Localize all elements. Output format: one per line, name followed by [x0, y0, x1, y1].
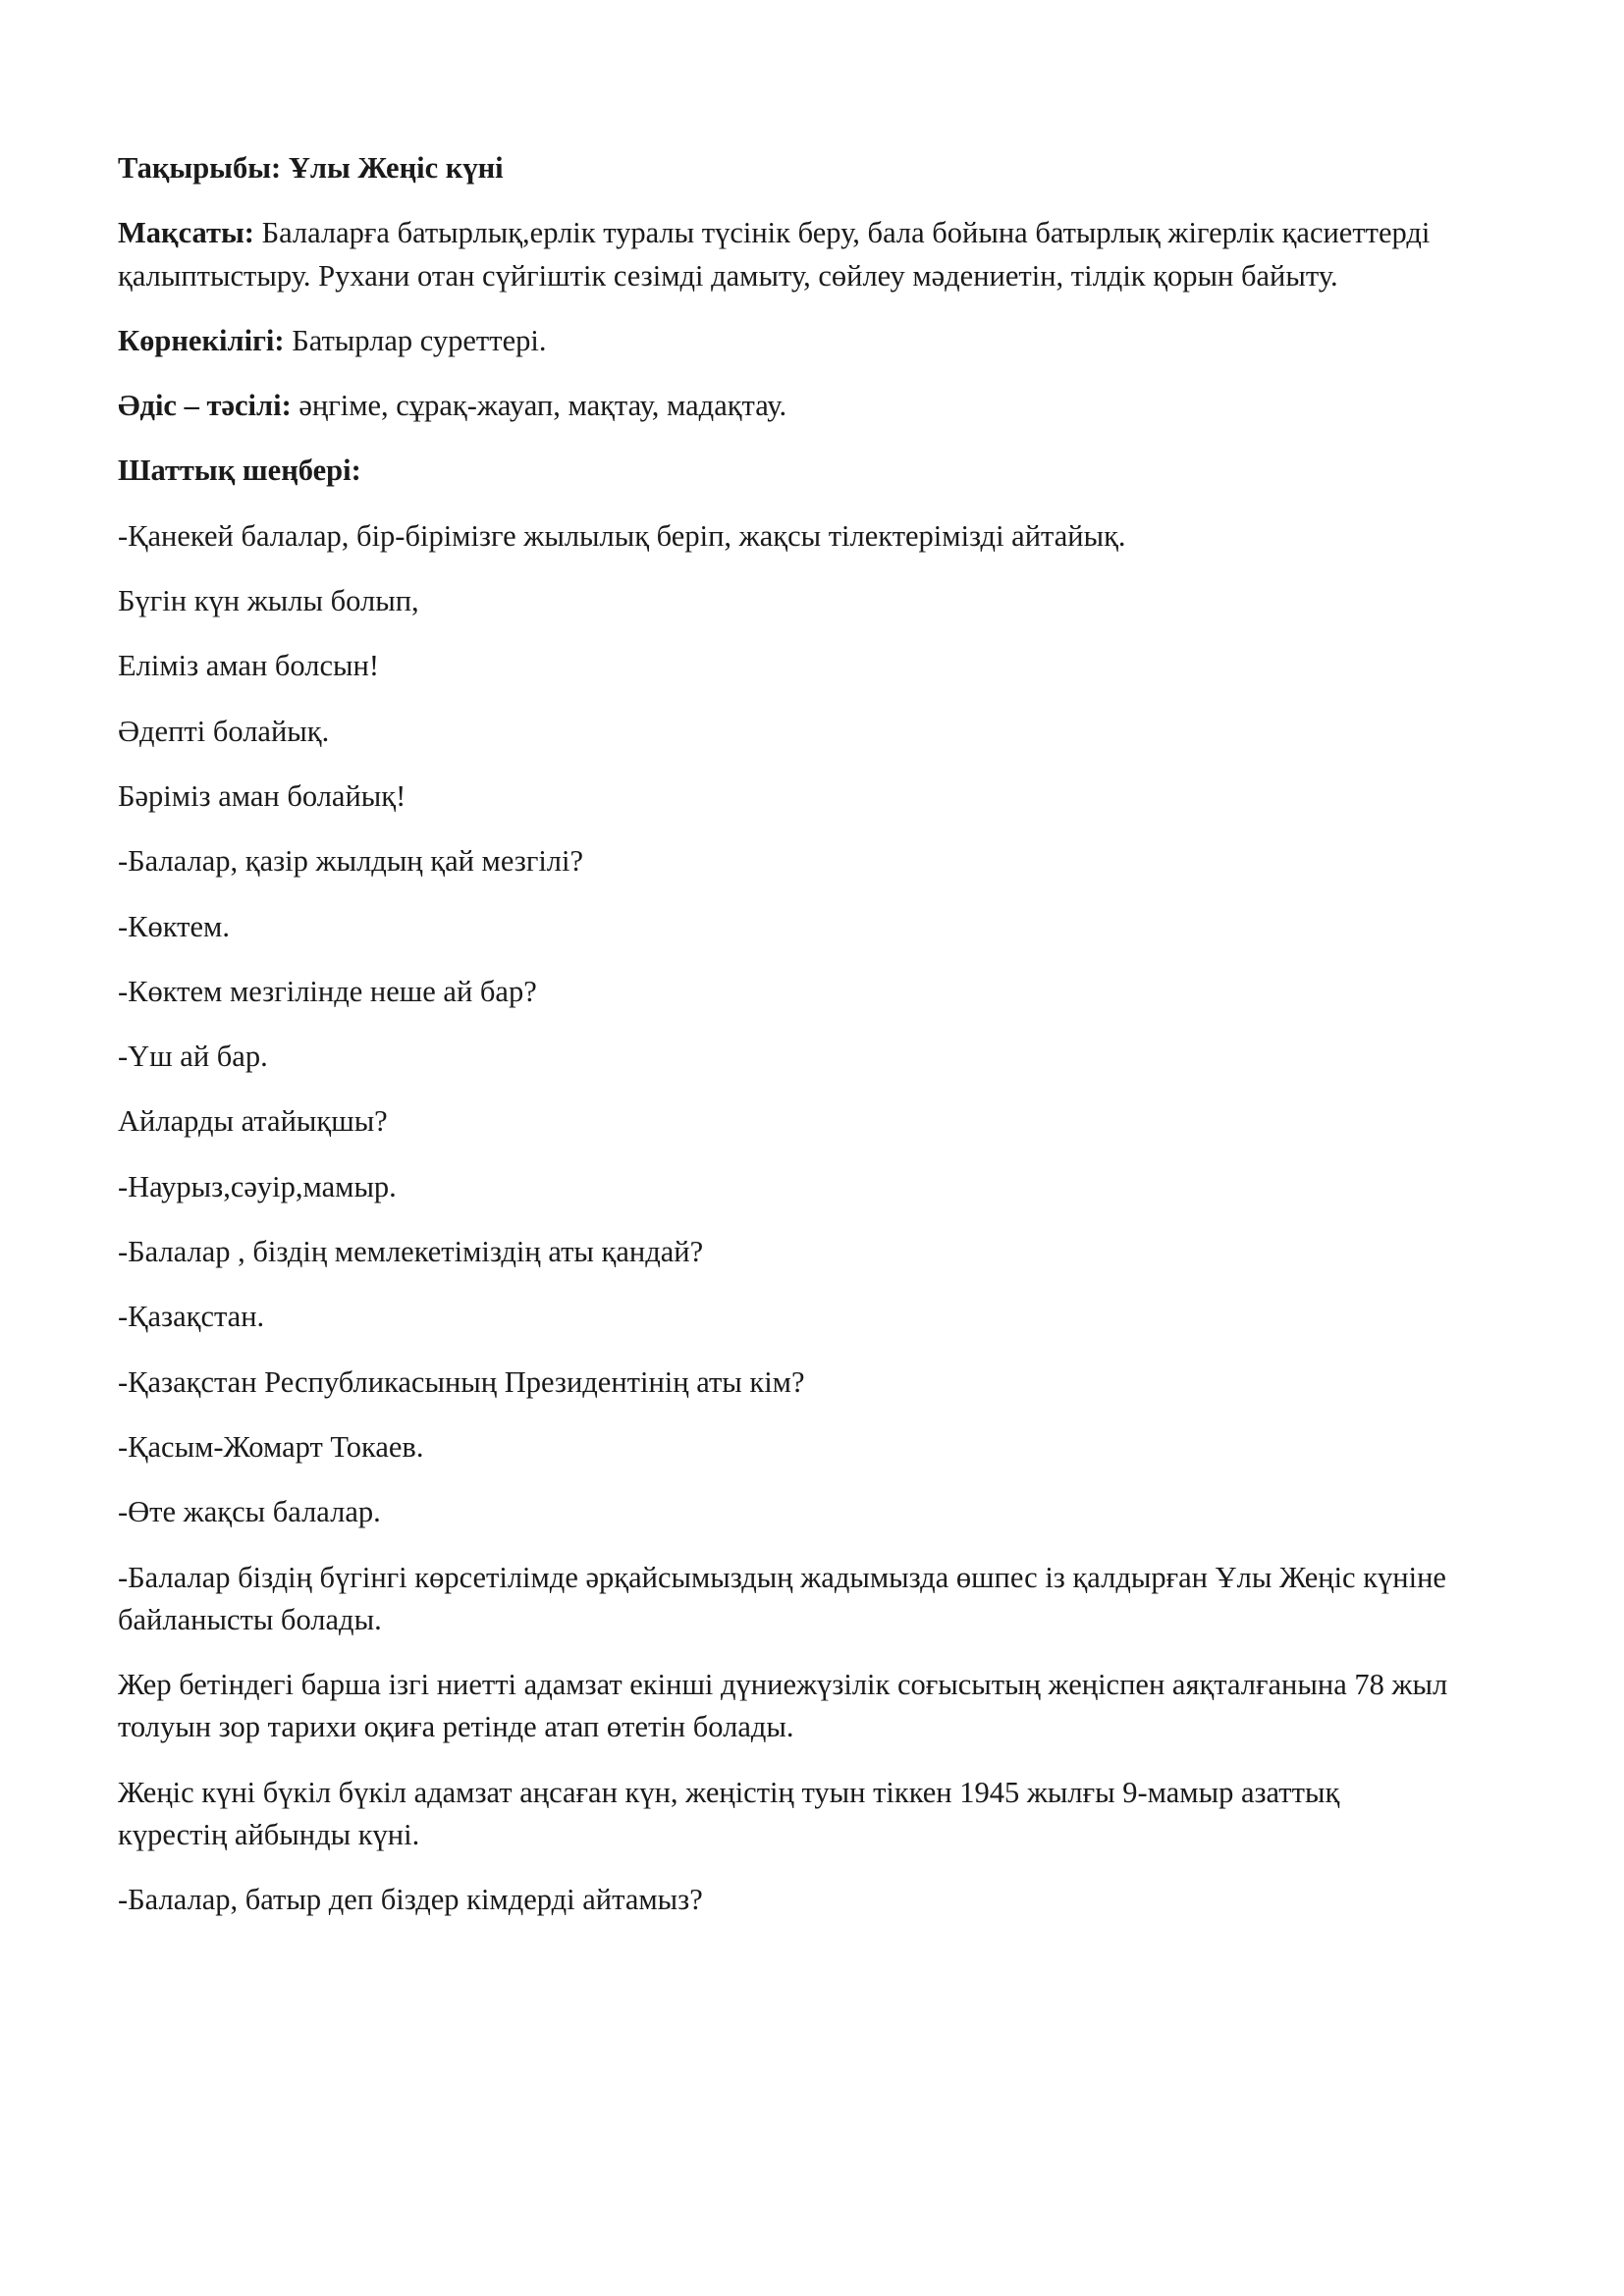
paragraph	[118, 906, 1448, 948]
paragraph	[118, 711, 1448, 753]
paragraph	[118, 840, 1448, 882]
paragraph-lead: Тақырыбы: Ұлы Жеңіс күні	[118, 151, 504, 185]
paragraph	[118, 1557, 1448, 1642]
paragraph-lead: Мақсаты:	[118, 216, 254, 250]
paragraph-text: Балаларға батырлық,ерлік туралы түсінік беру, бала бойына батырлық жігерлік қасиеттерді қалыптыстыру. Рухани отан сүйгіштік сезімді дамыту, сөйлеу мәдениетін, тілдік қорын байыту.	[118, 216, 1431, 293]
paragraph	[118, 645, 1448, 687]
paragraph-text: Бүгін күн жылы болып,	[118, 584, 419, 618]
paragraph	[118, 1036, 1448, 1078]
paragraph-joy-circle-heading	[118, 450, 1448, 492]
paragraph-text: Батырлар суреттері.	[284, 323, 547, 357]
paragraph	[118, 1491, 1448, 1533]
paragraph	[118, 515, 1448, 558]
paragraph-text: әңгіме, сұрақ-жауап, мақтау, мадақтау.	[291, 389, 787, 423]
paragraph-text: -Қасым-Жомарт Токаев.	[118, 1429, 424, 1464]
paragraph-text: -Балалар , біздің мемлекетіміздің аты қандай?	[118, 1235, 704, 1269]
paragraph-lead: Әдіс – тәсілі:	[118, 389, 292, 423]
paragraph-text: -Наурыз,сәуір,мамыр.	[118, 1169, 397, 1203]
paragraph-text: -Қазақстан Республикасының Президентінің аты кім?	[118, 1364, 805, 1399]
paragraph-visuals	[118, 320, 1448, 362]
paragraph-text: -Қанекей балалар, бір-бірімізге жылылық беріп, жақсы тілектерімізді айтайық.	[118, 518, 1126, 553]
paragraph-text: Жеңіс күні бүкіл бүкіл адамзат аңсаған күн, жеңістің туын тіккен 1945 жылғы 9-мамыр азаттық күрестің айбынды күні.	[118, 1775, 1340, 1852]
paragraph-text: -Көктем.	[118, 909, 230, 943]
paragraph	[118, 1296, 1448, 1338]
paragraph-lead: Көрнекілігі:	[118, 323, 285, 357]
paragraph	[118, 971, 1448, 1013]
paragraph	[118, 1231, 1448, 1273]
paragraph-text: -Үш ай бар.	[118, 1040, 268, 1074]
paragraph-text: Бәріміз аман болайық!	[118, 778, 406, 813]
document-title	[118, 147, 1448, 189]
paragraph	[118, 1879, 1448, 1921]
paragraph-text: -Өте жақсы балалар.	[118, 1495, 381, 1529]
paragraph-text: -Балалар, батыр деп біздер кімдерді айтамыз?	[118, 1883, 703, 1917]
paragraph	[118, 1664, 1448, 1749]
paragraph-text: Айларды атайықшы?	[118, 1104, 388, 1139]
paragraph-text: -Балалар, қазір жылдың қай мезгілі?	[118, 844, 584, 879]
paragraph	[118, 775, 1448, 818]
paragraph-text: -Көктем мезгілінде неше ай бар?	[118, 974, 537, 1008]
paragraph	[118, 1166, 1448, 1208]
paragraph-methods	[118, 385, 1448, 427]
paragraph	[118, 1772, 1448, 1857]
paragraph-purpose	[118, 212, 1448, 297]
paragraph	[118, 1362, 1448, 1404]
paragraph-text: -Балалар біздің бүгінгі көрсетілімде әрқайсымыздың жадымызда өшпес із қалдырған Ұлы Жеңіс күніне байланысты болады.	[118, 1560, 1446, 1636]
paragraph-text: Еліміз аман болсын!	[118, 649, 379, 683]
paragraph	[118, 580, 1448, 622]
paragraph	[118, 1100, 1448, 1143]
paragraph-text: -Қазақстан.	[118, 1300, 265, 1334]
paragraph-lead: Шаттық шеңбері:	[118, 454, 361, 488]
paragraph-text: Жер бетіндегі барша ізгі ниетті адамзат екінші дүниежүзілік соғысытың жеңіспен аяқталғанына 78 жыл толуын зор тарихи оқиға ретінде атап өтетін болады.	[118, 1668, 1448, 1744]
paragraph-text: Әдепті болайық.	[118, 714, 330, 748]
document-body	[118, 147, 1448, 1922]
paragraph	[118, 1426, 1448, 1468]
